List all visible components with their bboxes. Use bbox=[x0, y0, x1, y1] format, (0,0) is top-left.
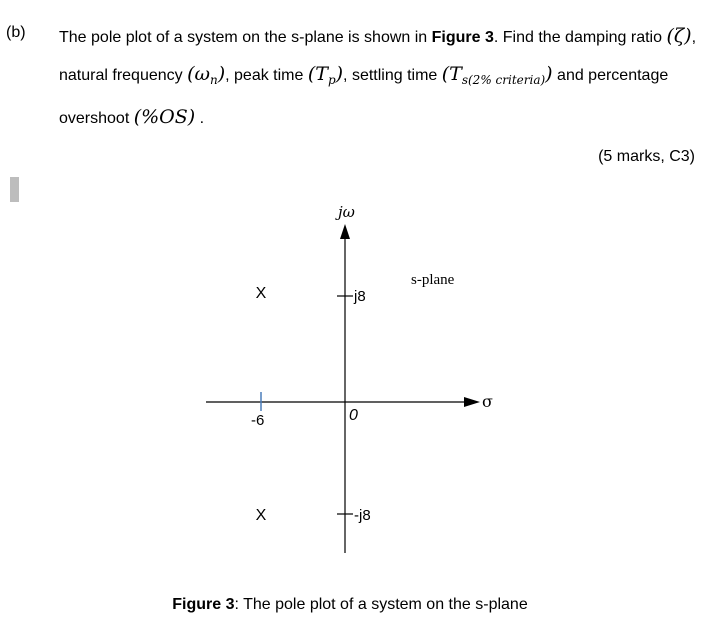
question-segment: , settling time bbox=[343, 67, 442, 84]
part-label: (b) bbox=[6, 24, 26, 41]
caption-text: : The pole plot of a system on the s-plane bbox=[234, 596, 528, 613]
question-segment: natural frequency bbox=[59, 67, 188, 84]
j8-label: j8 bbox=[354, 288, 366, 305]
ts-main: (T bbox=[441, 63, 462, 85]
figure-caption bbox=[0, 596, 700, 614]
real-axis-arrow bbox=[464, 397, 480, 407]
tp-main: (T bbox=[307, 63, 328, 85]
omega-main: (ω bbox=[187, 63, 210, 85]
pole-lower: X bbox=[255, 507, 267, 524]
question-segment: . bbox=[195, 110, 205, 127]
question-segment: . Find the damping ratio bbox=[493, 29, 667, 46]
sigma-label: σ bbox=[482, 392, 493, 411]
minus-j8-label: -j8 bbox=[354, 507, 371, 524]
marks-label: (5 marks, C3) bbox=[598, 148, 695, 165]
caption-figure-ref: Figure 3 bbox=[172, 596, 235, 613]
imag-axis-arrow bbox=[340, 224, 350, 239]
pole-upper: X bbox=[255, 285, 267, 302]
s-plane-label: s-plane bbox=[411, 272, 455, 288]
question-segment: The pole plot of a system on the s-plane is shown in bbox=[59, 29, 432, 46]
question-segment: and percentage bbox=[552, 67, 669, 84]
origin-label: 0 bbox=[349, 407, 358, 424]
ts-close: ) bbox=[545, 63, 553, 85]
figure-reference: Figure 3 bbox=[431, 29, 494, 46]
zeta-symbol: (ζ) bbox=[666, 25, 692, 47]
question-segment: , peak time bbox=[225, 67, 308, 84]
omega-subscript: n bbox=[209, 73, 218, 87]
os-symbol: (%OS) bbox=[133, 106, 196, 128]
question-segment: , bbox=[691, 29, 697, 46]
jw-label: jω bbox=[338, 203, 355, 221]
tp-close: ) bbox=[335, 63, 344, 85]
omega-close: ) bbox=[217, 63, 226, 85]
minus-6-label: -6 bbox=[251, 412, 265, 429]
tp-subscript: p bbox=[327, 73, 336, 87]
ts-subscript: s(2% criteria) bbox=[461, 73, 546, 87]
question-segment: overshoot bbox=[59, 110, 134, 127]
